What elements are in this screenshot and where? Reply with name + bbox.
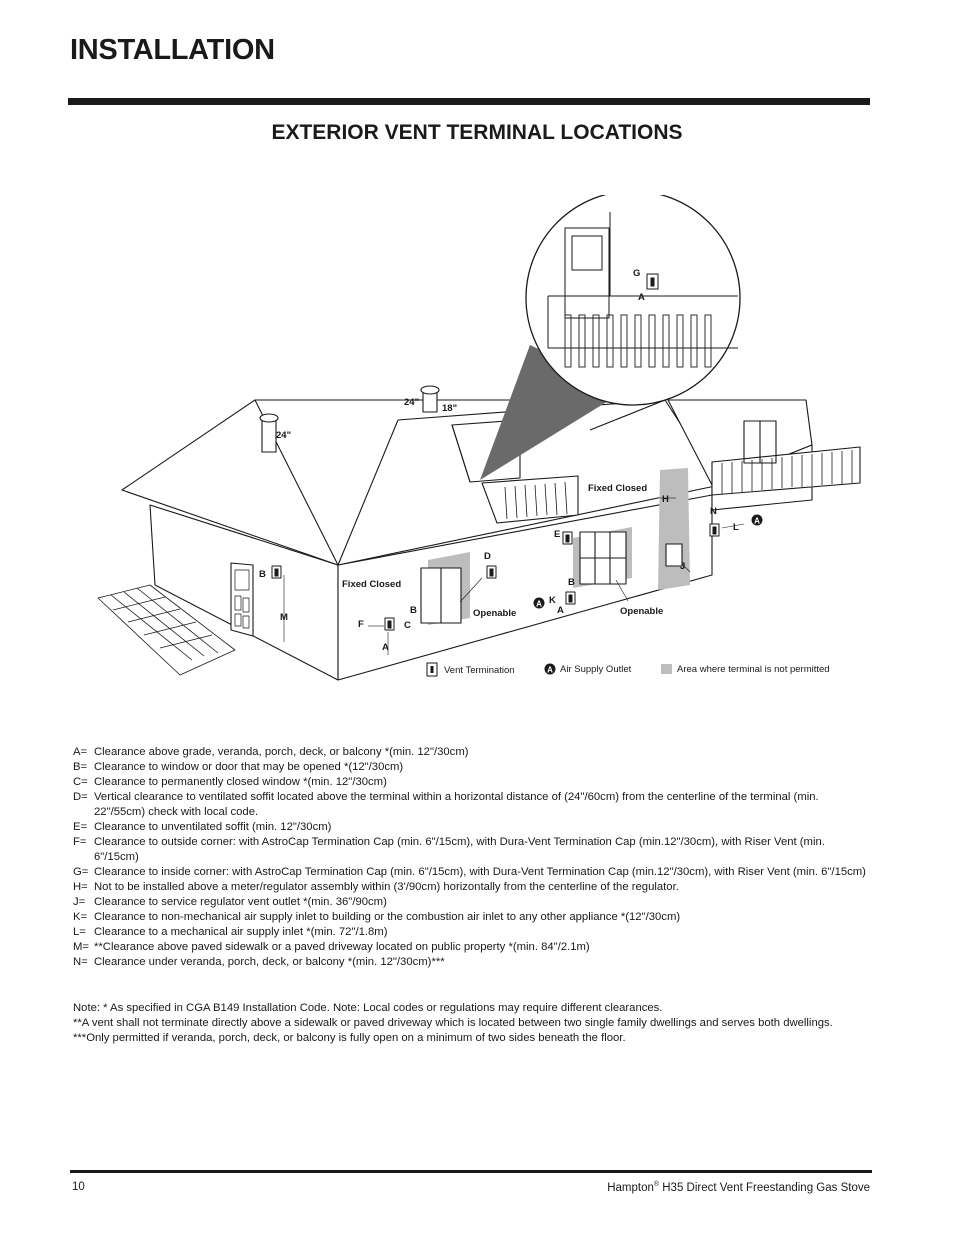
note-veranda: ***Only permitted if veranda, porch, deck, or balcony is fully open on a minimum of two sides beneath the floor. [73, 1032, 626, 1044]
label-d: D [484, 551, 491, 562]
label-k: K [549, 595, 556, 606]
label-n: N [710, 506, 717, 517]
label-g: G [633, 268, 641, 279]
clearance-item: M= **Clearance above paved sidewalk or a paved driveway located on public property *(min. 84"/2.1m) [73, 941, 590, 953]
notes [73, 1001, 869, 1046]
page-heading: INSTALLATION [70, 34, 275, 66]
label-openable-left: Openable [473, 608, 517, 619]
clearance-item: N= Clearance under veranda, porch, deck, or balcony *(min. 12"/30cm)*** [73, 956, 445, 968]
air-supply-marker-front [534, 598, 545, 609]
clearance-item: G= Clearance to inside corner: with AstroCap Termination Cap (min. 6"/15cm), with Dura-Vent Termination Cap (min.12"/30cm), with Riser Vent (min. 6"/15cm) [73, 866, 866, 878]
section-title: EXTERIOR VENT TERMINAL LOCATIONS [271, 121, 683, 144]
clearance-item: K= Clearance to non-mechanical air supply inlet to building or the combustion air inlet to any other appliance *(12"/30cm) [73, 911, 681, 923]
legend-vent-termination: Vent Termination [444, 665, 515, 676]
clearance-item: D= Vertical clearance to ventilated soffit located above the terminal within a horizontal distance of (24"/60cm) from the centerline of the terminal (min. 22"/55cm) check with local code. [73, 791, 819, 818]
dim-24-left: 24" [276, 430, 292, 441]
label-b-door: B [259, 569, 266, 580]
label-fixed-closed-right: Fixed Closed [588, 483, 648, 494]
clearance-item: C= Clearance to permanently closed window *(min. 12"/30cm) [73, 776, 387, 788]
clearance-list [73, 745, 869, 970]
clearance-item: J= Clearance to service regulator vent outlet *(min. 36"/90cm) [73, 896, 387, 908]
label-openable-right: Openable [620, 606, 664, 617]
label-j: J [680, 561, 686, 572]
note-sidewalk: **A vent shall not terminate directly above a sidewalk or paved driveway which is located between two single family dwellings and serves both dwellings. [73, 1017, 833, 1029]
magnifier-detail [526, 195, 740, 405]
clearance-item: E= Clearance to unventilated soffit (min. 12"/30cm) [73, 821, 332, 833]
note-cga: Note: * As specified in CGA B149 Installation Code. Note: Local codes or regulations may require different clearances. [73, 1002, 663, 1014]
bottom-rule [70, 1170, 872, 1173]
label-a-grade: A [382, 642, 389, 653]
label-a-balcony: A [638, 292, 645, 303]
dim-24-top: 24" [404, 397, 420, 408]
clearance-item: L= Clearance to a mechanical air supply inlet *(min. 72"/1.8m) [73, 926, 388, 938]
legend-not-permitted: Area where terminal is not permitted [677, 664, 830, 675]
label-m: M [280, 612, 288, 623]
label-f: F [358, 619, 364, 630]
clearance-item: B= Clearance to window or door that may be opened *(12"/30cm) [73, 761, 404, 773]
label-fixed-closed-left: Fixed Closed [342, 579, 402, 590]
top-rule [68, 98, 870, 105]
clearance-item: H= Not to be installed above a meter/regulator assembly within (3'/90cm) horizontally from the centerline of the regulator. [73, 881, 679, 893]
label-a-right: A [557, 605, 564, 616]
footer-title: Hampton® H35 Direct Vent Freestanding Gas Stove [607, 1181, 870, 1194]
label-b-window: B [410, 605, 417, 616]
label-e: E [554, 529, 561, 540]
legend-air-supply-outlet: Air Supply Outlet [560, 664, 632, 675]
air-supply-legend-icon [545, 664, 556, 675]
label-c: C [404, 620, 411, 631]
vent-terminal-diagram [60, 195, 890, 695]
diagram-legend [427, 663, 830, 676]
air-supply-marker-right [752, 515, 763, 526]
page-number: 10 [72, 1181, 85, 1193]
svg-text:A: A [547, 665, 553, 675]
label-b-right: B [568, 577, 575, 588]
label-l: L [733, 522, 739, 533]
dim-18-top: 18" [442, 403, 458, 414]
vent-termination-icon [427, 663, 437, 676]
label-h: H [662, 494, 669, 505]
svg-text:A: A [754, 516, 760, 526]
clearance-item: F= Clearance to outside corner: with AstroCap Termination Cap (min. 6"/15cm), with Dura-Vent Termination Cap (min.12"/30cm), with Riser Vent (min. 6"/15cm) [73, 836, 825, 863]
svg-text:A: A [536, 599, 542, 609]
not-permitted-swatch [661, 664, 672, 674]
clearance-item: A= Clearance above grade, veranda, porch, deck, or balcony *(min. 12"/30cm) [73, 746, 469, 758]
